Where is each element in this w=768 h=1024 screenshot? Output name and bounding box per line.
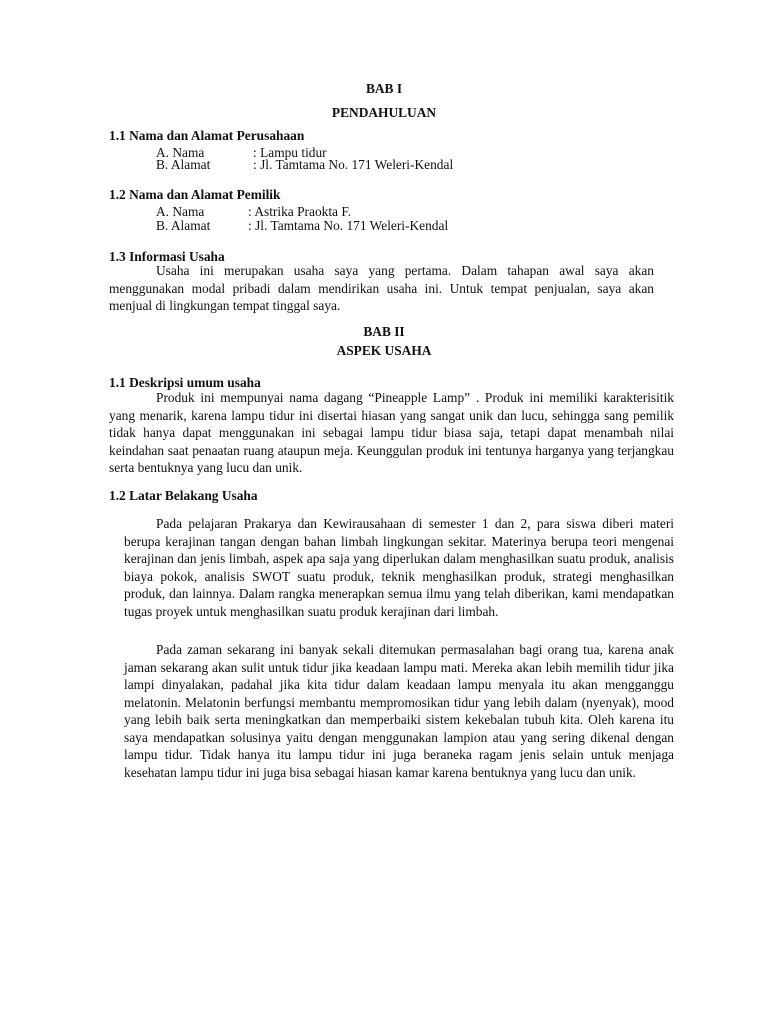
company-address-label: B. Alamat: [156, 157, 211, 172]
owner-address-value: : Jl. Tamtama No. 171 Weleri-Kendal: [248, 218, 449, 233]
company-name-label: A. Nama: [156, 145, 205, 160]
section-1-2-heading: 1.2 Nama dan Alamat Pemilik: [109, 187, 281, 202]
business-info-paragraph: Usaha ini merupakan usaha saya yang pertama. Dalam tahapan awal saya akan menggunakan modal pribadi dalam mendirikan usaha ini. Untuk tempat penjualan, saya akan menjual di lingkungan tempat tinggal saya.: [109, 263, 654, 313]
business-description-paragraph: Produk ini mempunyai nama dagang “Pineapple Lamp” . Produk ini memiliki karakterisitik yang menarik, karena lampu tidur ini disertai hiasan yang sangat unik dan lucu, sehingga sang pemilik tidak hanya dapat menggunakan ini sebagai lampu tidur biasa saja, tetapi dapat menambah nilai keindahan saat penaatan ruang ataupun meja. Keunggulan produk ini tentunya harganya yang terjangkau serta bentuknya yang lucu dan unik.: [109, 390, 674, 475]
owner-address-label: B. Alamat: [156, 218, 211, 233]
company-address-row: [156, 156, 576, 174]
background-paragraph-2: Pada zaman sekarang ini banyak sekali ditemukan permasalahan bagi orang tua, karena anak jaman sekarang akan sulit untuk tidur jika keadaan lampu mati. Mereka akan lebih memilih tidur jika lampi dinyalakan, padahal jika kita tidur dalam keadaan lampu menyala itu akan mengganggu melatonin. Melatonin berfungsi membantu mempromosikan tidur yang lebih dalam (nyenyak), mood yang lebih baik serta meningkatkan dan memperbaiki sistem kekebalan tubuh kita. Oleh karena itu saya mendapatkan solusinya yaitu dengan menggunakan lampion atau yang sering dikenal dengan lampu tidur. Tidak hanya itu lampu tidur ini juga beraneka ragam jenis selain untuk menjaga kesehatan lampu tidur ini juga bisa sebagai hiasan kamar karena bentuknya yang lucu dan unik.: [124, 642, 674, 780]
chapter-1-subtitle: PENDAHULUAN: [331, 105, 437, 120]
company-name-value: : Lampu tidur: [253, 145, 327, 160]
section-1-3-heading: 1.3 Informasi Usaha: [109, 249, 225, 264]
owner-name-value: : Astrika Praokta F.: [248, 204, 352, 219]
section-1-1-heading: 1.1 Nama dan Alamat Perusahaan: [109, 128, 305, 143]
section-2-1-heading: 1.1 Deskripsi umum usaha: [109, 375, 261, 390]
owner-address-row: [156, 217, 576, 235]
company-address-value: : Jl. Tamtama No. 171 Weleri-Kendal: [253, 157, 454, 172]
owner-name-label: A. Nama: [156, 204, 205, 219]
background-paragraph-1: Pada pelajaran Prakarya dan Kewirausahaan di semester 1 dan 2, para siswa diberi materi berupa kerajinan tangan dengan bahan limbah lingkungan sekitar. Materinya berupa teori mengenai kerajinan dan jenis limbah, aspek apa saja yang diperlukan dalam menghasilkan suatu produk, analisis biaya pokok, analisis SWOT suatu produk, teknik menghasilkan produk, strategi menghasilkan produk, dan lainnya. Dalam rangka menerapkan semua ilmu yang telah diberikan, kami mendapatkan tugas proyek untuk menghasilkan suatu produk kerajinan dari limbah.: [124, 516, 674, 619]
section-2-2-heading: 1.2 Latar Belakang Usaha: [109, 488, 258, 503]
chapter-2-title: BAB II: [363, 324, 405, 339]
chapter-1-title: BAB I: [365, 81, 403, 96]
chapter-2-subtitle: ASPEK USAHA: [336, 343, 432, 358]
